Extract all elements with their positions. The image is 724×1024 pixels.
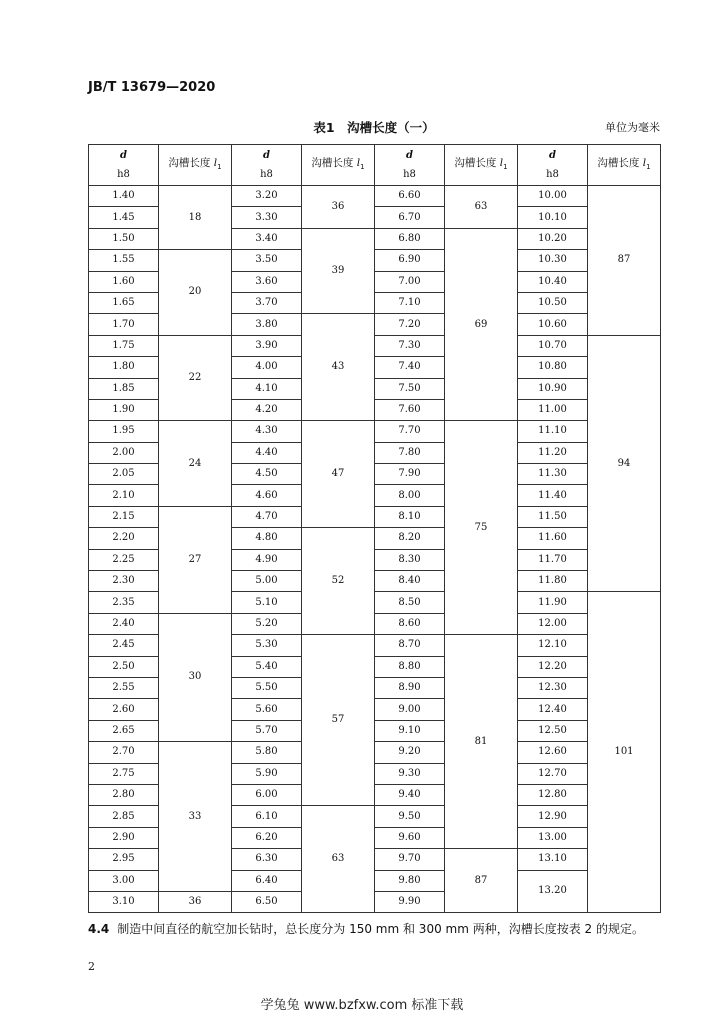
groove-length-cell: 52: [302, 528, 375, 635]
diameter-cell: 1.80: [89, 357, 159, 378]
diameter-cell: 5.60: [232, 699, 302, 720]
diameter-cell: 5.80: [232, 742, 302, 763]
diameter-cell: 2.25: [89, 549, 159, 570]
standard-code: JB/T 13679—2020: [88, 80, 216, 95]
diameter-cell: 8.50: [375, 592, 445, 613]
diameter-cell: 12.90: [518, 806, 588, 827]
table-row: [89, 335, 661, 356]
header-groove-length: [445, 145, 518, 186]
diameter-cell: 4.90: [232, 549, 302, 570]
table-row: [89, 421, 661, 442]
diameter-cell: 6.80: [375, 228, 445, 249]
diameter-cell: 5.70: [232, 720, 302, 741]
diameter-symbol: d: [549, 149, 556, 161]
tolerance-class: h8: [117, 168, 130, 180]
diameter-cell: 8.20: [375, 528, 445, 549]
diameter-cell: 8.00: [375, 485, 445, 506]
groove-length-label: 沟槽长度: [168, 157, 211, 170]
diameter-cell: 4.10: [232, 378, 302, 399]
diameter-cell: 11.00: [518, 399, 588, 420]
diameter-cell: 1.70: [89, 314, 159, 335]
groove-length-cell: 39: [302, 228, 375, 314]
header-row: [89, 145, 661, 186]
diameter-cell: 4.30: [232, 421, 302, 442]
table-row: [89, 613, 661, 634]
groove-length-cell: 22: [159, 335, 232, 421]
diameter-cell: 10.70: [518, 335, 588, 356]
tolerance-class: h8: [260, 168, 273, 180]
diameter-cell: 7.80: [375, 442, 445, 463]
diameter-cell: 2.60: [89, 699, 159, 720]
diameter-cell: 7.30: [375, 335, 445, 356]
groove-length-cell: 20: [159, 250, 232, 336]
diameter-cell: 11.10: [518, 421, 588, 442]
diameter-cell: 7.40: [375, 357, 445, 378]
diameter-symbol: d: [406, 149, 413, 161]
diameter-cell: 9.60: [375, 827, 445, 848]
diameter-cell: 6.40: [232, 870, 302, 891]
table-row: [89, 506, 661, 527]
diameter-cell: 2.50: [89, 656, 159, 677]
diameter-cell: 2.65: [89, 720, 159, 741]
diameter-cell: 12.10: [518, 635, 588, 656]
diameter-cell: 11.20: [518, 442, 588, 463]
clause-text: 制造中间直径的航空加长钻时，总长度分为 150 mm 和 300 mm 两种，沟槽长度按表 2 的规定。: [117, 922, 644, 936]
diameter-cell: 1.50: [89, 228, 159, 249]
groove-length-label: 沟槽长度: [454, 157, 497, 170]
diameter-cell: 6.10: [232, 806, 302, 827]
diameter-cell: 5.30: [232, 635, 302, 656]
diameter-cell: 2.05: [89, 464, 159, 485]
groove-length-cell: 101: [588, 592, 661, 913]
groove-length-cell: 75: [445, 421, 518, 635]
diameter-cell: 4.70: [232, 506, 302, 527]
diameter-cell: 10.60: [518, 314, 588, 335]
header-diameter: [518, 145, 588, 186]
diameter-cell: 2.30: [89, 571, 159, 592]
header-diameter: [375, 145, 445, 186]
diameter-cell: 1.75: [89, 335, 159, 356]
diameter-cell: 7.50: [375, 378, 445, 399]
groove-length-cell: 43: [302, 314, 375, 421]
table-row: [89, 186, 661, 207]
diameter-cell: 2.95: [89, 849, 159, 870]
diameter-cell: 7.00: [375, 271, 445, 292]
diameter-cell: 3.90: [232, 335, 302, 356]
diameter-cell: 9.20: [375, 742, 445, 763]
diameter-cell: 13.20: [518, 870, 588, 913]
page-number: 2: [88, 960, 95, 973]
diameter-cell: 6.20: [232, 827, 302, 848]
diameter-cell: 2.20: [89, 528, 159, 549]
diameter-cell: 6.90: [375, 250, 445, 271]
groove-length-subscript: 1: [217, 163, 222, 172]
groove-length-cell: 81: [445, 635, 518, 849]
diameter-cell: 10.50: [518, 292, 588, 313]
diameter-cell: 7.90: [375, 464, 445, 485]
diameter-cell: 3.40: [232, 228, 302, 249]
groove-length-cell: 87: [588, 186, 661, 336]
diameter-cell: 2.10: [89, 485, 159, 506]
diameter-cell: 8.90: [375, 677, 445, 698]
diameter-cell: 9.90: [375, 891, 445, 912]
diameter-cell: 12.70: [518, 763, 588, 784]
diameter-cell: 13.00: [518, 827, 588, 848]
diameter-cell: 5.90: [232, 763, 302, 784]
diameter-cell: 12.50: [518, 720, 588, 741]
diameter-cell: 3.10: [89, 891, 159, 912]
diameter-cell: 7.70: [375, 421, 445, 442]
groove-length-cell: 33: [159, 742, 232, 892]
diameter-cell: 2.35: [89, 592, 159, 613]
groove-length-cell: 36: [159, 891, 232, 912]
groove-length-table: [88, 144, 661, 913]
diameter-cell: 4.80: [232, 528, 302, 549]
diameter-cell: 11.50: [518, 506, 588, 527]
diameter-symbol: d: [120, 149, 127, 161]
diameter-cell: 2.00: [89, 442, 159, 463]
diameter-cell: 12.30: [518, 677, 588, 698]
groove-length-cell: 47: [302, 421, 375, 528]
groove-length-subscript: 1: [646, 163, 651, 172]
diameter-cell: 3.80: [232, 314, 302, 335]
diameter-cell: 2.70: [89, 742, 159, 763]
diameter-symbol: d: [263, 149, 270, 161]
diameter-cell: 10.00: [518, 186, 588, 207]
header-groove-length: [159, 145, 232, 186]
diameter-cell: 6.30: [232, 849, 302, 870]
diameter-cell: 11.60: [518, 528, 588, 549]
diameter-cell: 7.60: [375, 399, 445, 420]
diameter-cell: 10.30: [518, 250, 588, 271]
diameter-cell: 4.00: [232, 357, 302, 378]
diameter-cell: 12.80: [518, 784, 588, 805]
table-row: [89, 742, 661, 763]
header-diameter: [232, 145, 302, 186]
diameter-cell: 12.60: [518, 742, 588, 763]
unit-note: 单位为毫米: [605, 121, 660, 134]
diameter-cell: 6.00: [232, 784, 302, 805]
diameter-cell: 11.30: [518, 464, 588, 485]
clause-4-4: [88, 920, 668, 937]
groove-length-cell: 36: [302, 186, 375, 229]
diameter-cell: 6.70: [375, 207, 445, 228]
diameter-cell: 11.40: [518, 485, 588, 506]
diameter-cell: 5.20: [232, 613, 302, 634]
header-groove-length: [588, 145, 661, 186]
diameter-cell: 4.20: [232, 399, 302, 420]
diameter-cell: 2.55: [89, 677, 159, 698]
diameter-cell: 8.40: [375, 571, 445, 592]
diameter-cell: 8.70: [375, 635, 445, 656]
diameter-cell: 1.60: [89, 271, 159, 292]
groove-length-symbol: l: [642, 157, 647, 170]
diameter-cell: 1.95: [89, 421, 159, 442]
diameter-cell: 9.50: [375, 806, 445, 827]
groove-length-label: 沟槽长度: [597, 157, 640, 170]
diameter-cell: 8.30: [375, 549, 445, 570]
groove-length-symbol: l: [499, 157, 504, 170]
diameter-cell: 11.70: [518, 549, 588, 570]
diameter-cell: 1.65: [89, 292, 159, 313]
groove-length-cell: 69: [445, 228, 518, 421]
groove-length-cell: 63: [302, 806, 375, 913]
diameter-cell: 2.90: [89, 827, 159, 848]
groove-length-cell: 57: [302, 635, 375, 806]
diameter-cell: 12.40: [518, 699, 588, 720]
diameter-cell: 4.40: [232, 442, 302, 463]
diameter-cell: 7.20: [375, 314, 445, 335]
diameter-cell: 5.40: [232, 656, 302, 677]
diameter-cell: 11.90: [518, 592, 588, 613]
groove-length-cell: 63: [445, 186, 518, 229]
diameter-cell: 9.00: [375, 699, 445, 720]
diameter-cell: 2.40: [89, 613, 159, 634]
diameter-cell: 8.80: [375, 656, 445, 677]
diameter-cell: 3.30: [232, 207, 302, 228]
diameter-cell: 12.20: [518, 656, 588, 677]
diameter-cell: 3.20: [232, 186, 302, 207]
diameter-cell: 9.10: [375, 720, 445, 741]
diameter-cell: 10.90: [518, 378, 588, 399]
diameter-cell: 3.00: [89, 870, 159, 891]
groove-length-cell: 24: [159, 421, 232, 507]
diameter-cell: 5.50: [232, 677, 302, 698]
diameter-cell: 10.20: [518, 228, 588, 249]
diameter-cell: 1.40: [89, 186, 159, 207]
groove-length-cell: 27: [159, 506, 232, 613]
groove-length-subscript: 1: [360, 163, 365, 172]
diameter-cell: 2.80: [89, 784, 159, 805]
tolerance-class: h8: [403, 168, 416, 180]
diameter-cell: 9.30: [375, 763, 445, 784]
table-caption-row: [88, 118, 660, 134]
diameter-cell: 12.00: [518, 613, 588, 634]
header-groove-length: [302, 145, 375, 186]
diameter-cell: 6.50: [232, 891, 302, 912]
diameter-cell: 10.10: [518, 207, 588, 228]
diameter-cell: 2.15: [89, 506, 159, 527]
diameter-cell: 2.85: [89, 806, 159, 827]
diameter-cell: 9.70: [375, 849, 445, 870]
diameter-cell: 8.60: [375, 613, 445, 634]
groove-length-cell: 30: [159, 613, 232, 741]
diameter-cell: 5.00: [232, 571, 302, 592]
table-title: 表1 沟槽长度（一）: [313, 120, 435, 135]
groove-length-symbol: l: [213, 157, 218, 170]
diameter-cell: 7.10: [375, 292, 445, 313]
diameter-cell: 9.80: [375, 870, 445, 891]
clause-number: 4.4: [88, 922, 110, 936]
groove-length-subscript: 1: [503, 163, 508, 172]
diameter-cell: 9.40: [375, 784, 445, 805]
site-watermark: 学兔兔 www.bzfxw.com 标准下载: [260, 998, 464, 1013]
diameter-cell: 10.80: [518, 357, 588, 378]
diameter-cell: 5.10: [232, 592, 302, 613]
diameter-cell: 1.55: [89, 250, 159, 271]
diameter-cell: 8.10: [375, 506, 445, 527]
diameter-cell: 2.45: [89, 635, 159, 656]
diameter-cell: 1.85: [89, 378, 159, 399]
diameter-cell: 2.75: [89, 763, 159, 784]
groove-length-cell: 87: [445, 849, 518, 913]
diameter-cell: 4.50: [232, 464, 302, 485]
table-row: [89, 250, 661, 271]
diameter-cell: 3.60: [232, 271, 302, 292]
diameter-cell: 6.60: [375, 186, 445, 207]
groove-length-cell: 94: [588, 335, 661, 592]
tolerance-class: h8: [546, 168, 559, 180]
diameter-cell: 4.60: [232, 485, 302, 506]
diameter-cell: 11.80: [518, 571, 588, 592]
diameter-cell: 10.40: [518, 271, 588, 292]
diameter-cell: 3.50: [232, 250, 302, 271]
diameter-cell: 13.10: [518, 849, 588, 870]
diameter-cell: 1.90: [89, 399, 159, 420]
diameter-cell: 1.45: [89, 207, 159, 228]
header-diameter: [89, 145, 159, 186]
diameter-cell: 3.70: [232, 292, 302, 313]
groove-length-symbol: l: [356, 157, 361, 170]
groove-length-cell: 18: [159, 186, 232, 250]
groove-length-label: 沟槽长度: [311, 157, 354, 170]
